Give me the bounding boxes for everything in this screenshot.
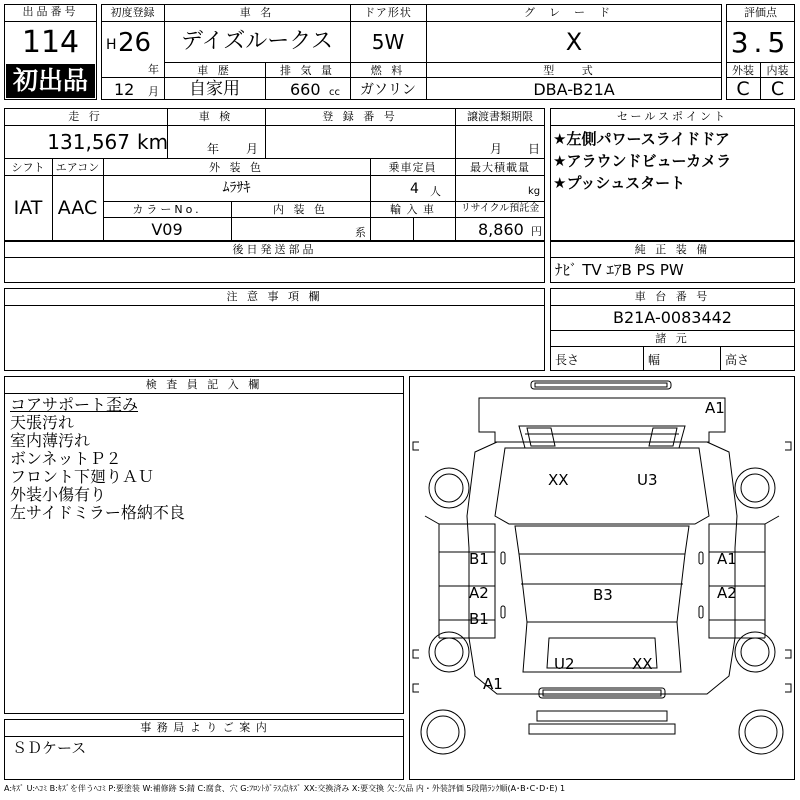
import-label: 輸 入 車 xyxy=(390,203,435,216)
int-color-label: 内 装 色 xyxy=(273,203,328,216)
model-code: DBA-B21A xyxy=(533,80,615,99)
score-label: 評価点 xyxy=(744,6,777,19)
mark-back-door-right: XX xyxy=(632,655,653,673)
score: 3.5 xyxy=(730,26,791,59)
history-label: 車 歴 xyxy=(197,64,232,77)
recycle-amount: 8,860 xyxy=(478,220,524,239)
shift-label: シフト xyxy=(11,161,45,174)
sales-point-2: ★アラウンドビューカメラ xyxy=(553,152,732,170)
fuel-label: 燃 料 xyxy=(370,64,406,77)
mark-left-rear-door: A2 xyxy=(469,584,489,602)
length-label: 長さ xyxy=(555,353,580,367)
door-label: ドア形状 xyxy=(364,6,412,19)
inspection-label: 車 検 xyxy=(198,110,234,123)
lot-label: 出品番号 xyxy=(22,5,79,18)
first-reg-month: 12 xyxy=(114,80,135,99)
inspector-line-1: コアサポート歪み xyxy=(10,395,139,414)
inspector-line-2: 天張汚れ xyxy=(10,413,75,432)
genuine-label: 純 正 装 備 xyxy=(634,243,711,256)
mark-hood-right: U3 xyxy=(637,471,658,489)
mark-left-rear-door-2: B1 xyxy=(469,610,489,628)
displacement-label: 排 気 量 xyxy=(280,64,335,77)
dims-label: 諸 元 xyxy=(655,332,690,345)
first-reg-label: 初度登録 xyxy=(110,6,155,19)
door-type: 5W xyxy=(371,30,405,54)
transfer-day-unit: 日 xyxy=(528,142,541,156)
chassis-label: 車 台 番 号 xyxy=(634,290,711,303)
inspector-line-6: 外装小傷有り xyxy=(10,485,107,504)
shift: IAT xyxy=(13,197,43,219)
aircon: AAC xyxy=(57,197,98,219)
mark-roof: B3 xyxy=(593,586,613,604)
height-label: 高さ xyxy=(725,353,750,367)
inspector-line-5: フロント下廻りＡＵ xyxy=(10,467,155,486)
mileage-label: 走 行 xyxy=(68,110,103,123)
sales-point-3: ★プッシュスタート xyxy=(553,174,686,192)
year-unit: 年 xyxy=(148,63,159,76)
displacement-unit: cc xyxy=(329,87,340,98)
car-name-label: 車 名 xyxy=(239,6,275,19)
exterior-grade: C xyxy=(736,78,750,100)
sales-points-label: セールスポイント xyxy=(616,110,728,123)
office-text: ＳＤケース xyxy=(12,739,87,757)
month-unit: 月 xyxy=(148,85,159,98)
grade-label: グレード xyxy=(524,6,624,19)
genuine-equipment: ﾅﾋﾞ TV ｴｱB PS PW xyxy=(555,261,684,279)
transfer-month-unit: 月 xyxy=(490,142,503,156)
load-unit: kg xyxy=(528,186,541,197)
mark-rear-left: A1 xyxy=(483,675,503,693)
mileage-unit: km xyxy=(137,130,169,154)
inspection-month-unit: 月 xyxy=(246,142,259,156)
inspector-line-3: 室内薄汚れ xyxy=(10,431,91,450)
recycle-unit: 円 xyxy=(531,225,542,238)
inspector-label: 検 査 員 記 入 欄 xyxy=(145,378,263,391)
legend: A:ｷｽﾞ U:ﾍｺﾐ B:ｷｽﾞを伴うﾍｺﾐ P:要塗装 W:補修跡 S:錆 C:腐食、穴 G:ﾌﾛﾝﾄｶﾞﾗｽ点ｷｽﾞ XX:交換済み X:要交換 欠:欠品 内・外装評価 5段階ﾗﾝｸ順(A･B･C･D･E) 1 xyxy=(4,784,566,793)
width-label: 幅 xyxy=(648,353,661,367)
model-label: 型 式 xyxy=(543,64,605,77)
caution-label: 注 意 事 項 欄 xyxy=(226,290,323,303)
car-body-diagram xyxy=(409,376,795,780)
first-reg-year: 26 xyxy=(118,28,152,58)
mark-right-front-door: A1 xyxy=(717,550,737,568)
interior-grade: C xyxy=(770,78,785,100)
load-label: 最大積載量 xyxy=(470,161,530,174)
seats-unit: 人 xyxy=(430,185,441,198)
office-label: 事 務 局 よ り ご 案 内 xyxy=(140,721,268,734)
car-name: デイズルークス xyxy=(180,29,334,54)
aircon-label: エアコン xyxy=(55,161,100,174)
seats: 4 xyxy=(410,181,419,197)
transfer-label: 譲渡書類期限 xyxy=(467,110,533,123)
exterior-label: 外装 xyxy=(732,64,754,77)
mark-back-door-left: U2 xyxy=(554,655,575,673)
reg-no-label: 登 録 番 号 xyxy=(322,110,398,123)
history: 自家用 xyxy=(189,79,240,99)
first-listing-text: 初出品 xyxy=(12,66,88,95)
ext-color: ﾑﾗｻｷ xyxy=(222,180,251,196)
mark-right-rear-door: A2 xyxy=(717,584,737,602)
inspection-year-unit: 年 xyxy=(207,142,220,156)
ext-color-label: 外 装 色 xyxy=(209,161,264,174)
fuel: ガソリン xyxy=(360,82,416,98)
color-no-label: カラーNo. xyxy=(132,203,202,216)
chassis-number: B21A-0083442 xyxy=(613,308,732,327)
int-color-unit: 系 xyxy=(355,226,366,239)
inspector-line-4: ボンネットＰ２ xyxy=(10,449,122,468)
color-no: V09 xyxy=(151,220,183,239)
sales-point-1: ★左側パワースライドドア xyxy=(553,130,730,148)
era: H xyxy=(106,37,117,53)
grade: X xyxy=(565,28,583,56)
interior-label: 内装 xyxy=(766,64,789,77)
later-parts-label: 後日発送部品 xyxy=(232,243,317,256)
mark-hood-left: XX xyxy=(548,471,569,489)
mark-front-bumper: A1 xyxy=(705,399,725,417)
mileage: 131,567 xyxy=(47,130,130,154)
recycle-label: リサイクル預託金 xyxy=(460,203,540,214)
mark-left-front-door: B1 xyxy=(469,550,489,568)
seats-label: 乗車定員 xyxy=(388,161,437,174)
displacement: 660 xyxy=(290,80,321,99)
lot-number: 114 xyxy=(21,25,80,60)
inspector-line-7: 左サイドミラー格納不良 xyxy=(10,503,185,522)
